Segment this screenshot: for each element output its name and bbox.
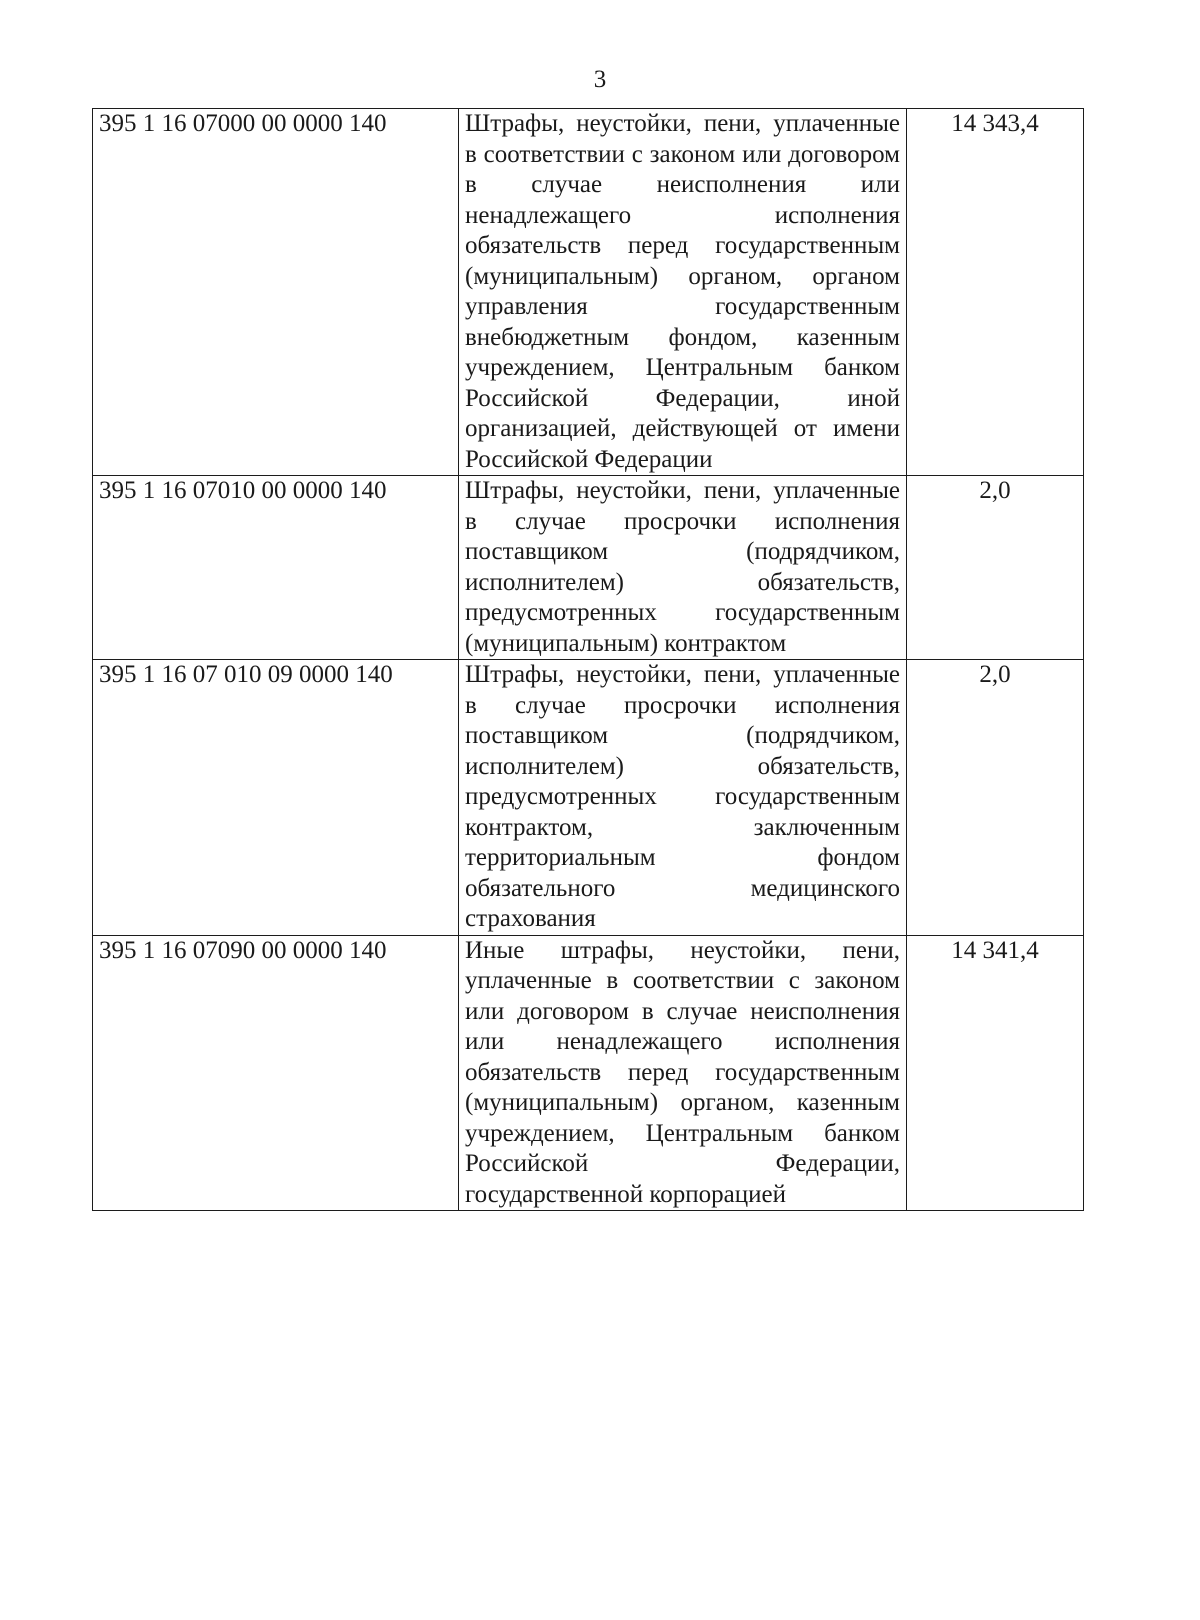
table-row [93,935,1084,1211]
amount-value: 14 343,4 [907,109,1084,476]
amount-value: 14 341,4 [907,935,1084,1211]
revenue-description: Штрафы, неустойки, пени, уплаченные в случае просрочки исполнения поставщиком (подрядчиком, исполнителем) обязательств, предусмотренных государственным (муниципальным) контрактом [459,476,907,660]
table-row [93,660,1084,936]
amount-value: 2,0 [907,476,1084,660]
revenue-description: Штрафы, неустойки, пени, уплаченные в случае просрочки исполнения поставщиком (подрядчиком, исполнителем) обязательств, предусмотренных государственным контрактом, заключенным территориальным фондом обязательного медицинского страхования [459,660,907,936]
classification-code: 395 1 16 07010 00 0000 140 [93,476,459,660]
table-row [93,109,1084,476]
amount-value: 2,0 [907,660,1084,936]
table-row [93,476,1084,660]
classification-code: 395 1 16 07000 00 0000 140 [93,109,459,476]
budget-table [92,108,1084,1211]
revenue-description: Иные штрафы, неустойки, пени, уплаченные в соответствии с законом или договором в случае неисполнения или ненадлежащего исполнения обязательств перед государственным (муниципальным) органом, казенным учреждением, Центральным банком Российской Федерации, государственной корпорацией [459,935,907,1211]
classification-code: 395 1 16 07 010 09 0000 140 [93,660,459,936]
page-number: 3 [593,66,607,93]
classification-code: 395 1 16 07090 00 0000 140 [93,935,459,1211]
revenue-description: Штрафы, неустойки, пени, уплаченные в соответствии с законом или договором в случае неисполнения или ненадлежащего исполнения обязательств перед государственным (муниципальным) органом, органом управления государственным внебюджетным фондом, казенным учреждением, Центральным банком Российской Федерации, иной организацией, действующей от имени Российской Федерации [459,109,907,476]
